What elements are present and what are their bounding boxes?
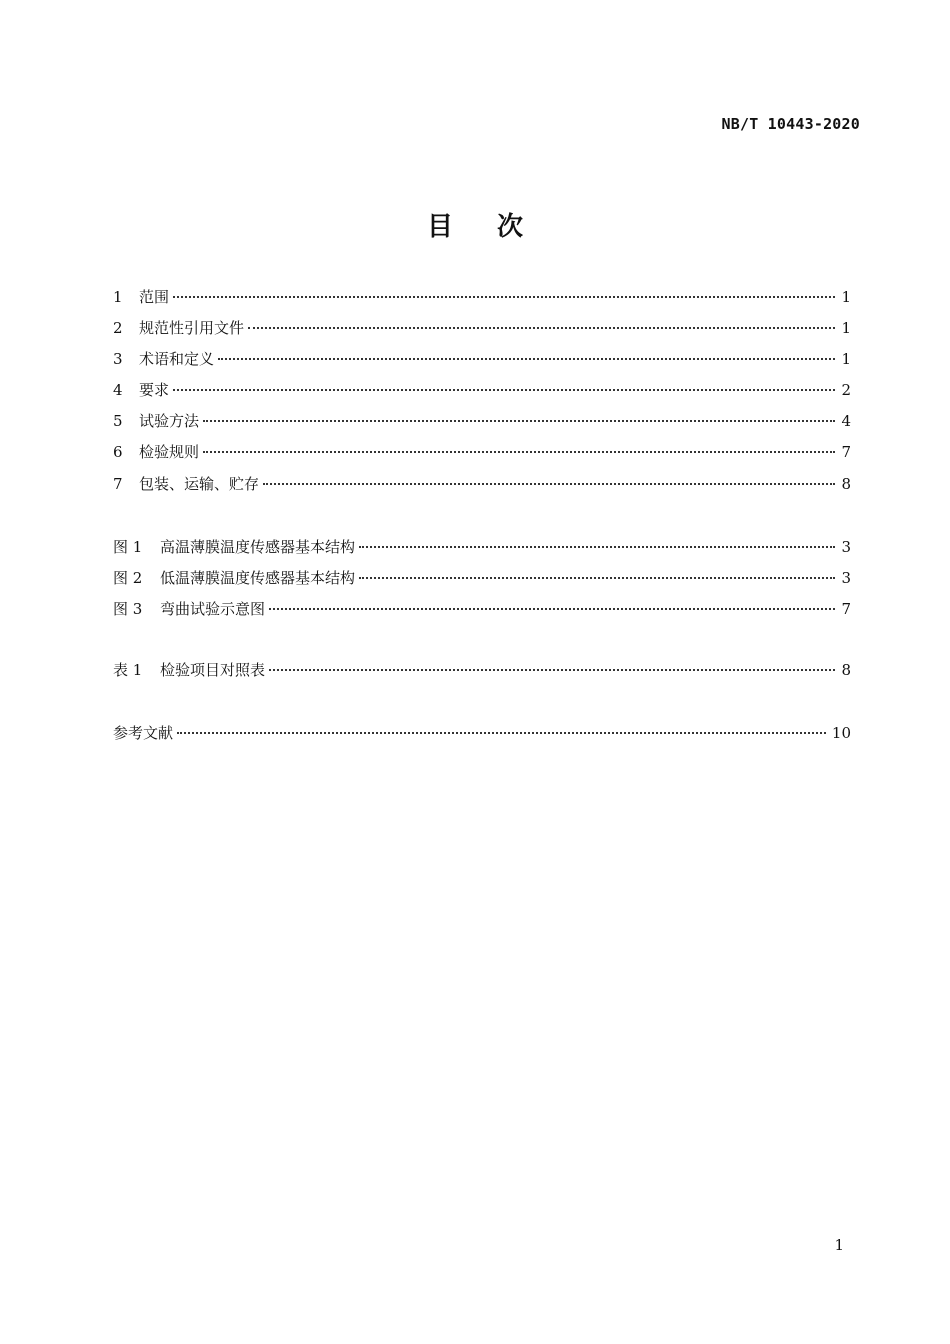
toc-entry-number: 3 (113, 350, 123, 368)
dot-leader (263, 482, 835, 485)
toc-entry-figure-3[interactable] (113, 598, 851, 620)
toc-entry-label: 低温薄膜温度传感器基本结构 (160, 569, 356, 587)
toc-entry-figure-1[interactable] (113, 536, 851, 558)
page-title: 目次 (426, 212, 567, 242)
toc-entry-page: 8 (841, 475, 851, 493)
toc-entry-page: 10 (831, 724, 851, 742)
toc-entry-number: 图 2 (113, 569, 143, 587)
dot-leader (203, 450, 835, 453)
dot-leader (218, 357, 835, 360)
dot-leader (177, 731, 826, 734)
toc-entry-number: 1 (113, 288, 123, 306)
dot-leader (173, 295, 835, 298)
toc-entry-page: 7 (841, 443, 851, 461)
toc-entry-label: 参考文献 (113, 724, 174, 742)
dot-leader (359, 576, 835, 579)
toc-entry-section-5[interactable] (113, 410, 851, 432)
toc-entry-number: 4 (113, 381, 123, 399)
toc-entry-label: 弯曲试验示意图 (160, 600, 266, 618)
dot-leader (269, 607, 835, 610)
toc-entry-page: 3 (841, 538, 851, 556)
toc-entry-number: 图 1 (113, 538, 143, 556)
toc-entry-label: 试验方法 (139, 412, 200, 430)
toc-entry-label: 术语和定义 (139, 350, 215, 368)
dot-leader (269, 668, 835, 671)
dot-leader (203, 419, 835, 422)
toc-entry-section-1[interactable] (113, 286, 851, 308)
toc-entry-page: 4 (841, 412, 851, 430)
toc-entry-number: 2 (113, 319, 123, 337)
toc-entry-page: 2 (841, 381, 851, 399)
toc-entry-section-3[interactable] (113, 348, 851, 370)
toc-entry-page: 7 (841, 600, 851, 618)
toc-entry-page: 1 (841, 288, 851, 306)
toc-entry-page: 1 (841, 319, 851, 337)
toc-entry-page: 8 (841, 661, 851, 679)
toc-entry-number: 5 (113, 412, 123, 430)
toc-entry-figure-2[interactable] (113, 567, 851, 589)
toc-entry-section-4[interactable] (113, 379, 851, 401)
toc-entry-bibliography[interactable] (113, 722, 851, 744)
toc-entry-label: 要求 (139, 381, 170, 399)
toc-entry-number: 6 (113, 443, 123, 461)
toc-entry-table-1[interactable] (113, 659, 851, 681)
toc-entry-label: 包装、运输、贮存 (139, 475, 260, 493)
toc-entry-number: 图 3 (113, 600, 143, 618)
toc-entry-label: 检验规则 (139, 443, 200, 461)
standard-code: NB/T 10443-2020 (721, 115, 860, 133)
dot-leader (359, 545, 835, 548)
dot-leader (173, 388, 835, 391)
page-number: 1 (834, 1236, 844, 1254)
toc-entry-label: 高温薄膜温度传感器基本结构 (160, 538, 356, 556)
toc-entry-label: 范围 (139, 288, 170, 306)
toc-entry-label: 规范性引用文件 (139, 319, 245, 337)
toc-entry-page: 1 (841, 350, 851, 368)
toc-entry-section-2[interactable] (113, 317, 851, 339)
toc-entry-label: 检验项目对照表 (160, 661, 266, 679)
toc-entry-page: 3 (841, 569, 851, 587)
toc-entry-number: 表 1 (113, 661, 143, 679)
toc-entry-section-6[interactable] (113, 441, 851, 463)
toc-entry-section-7[interactable] (113, 473, 851, 495)
dot-leader (248, 326, 835, 329)
toc-entry-number: 7 (113, 475, 123, 493)
